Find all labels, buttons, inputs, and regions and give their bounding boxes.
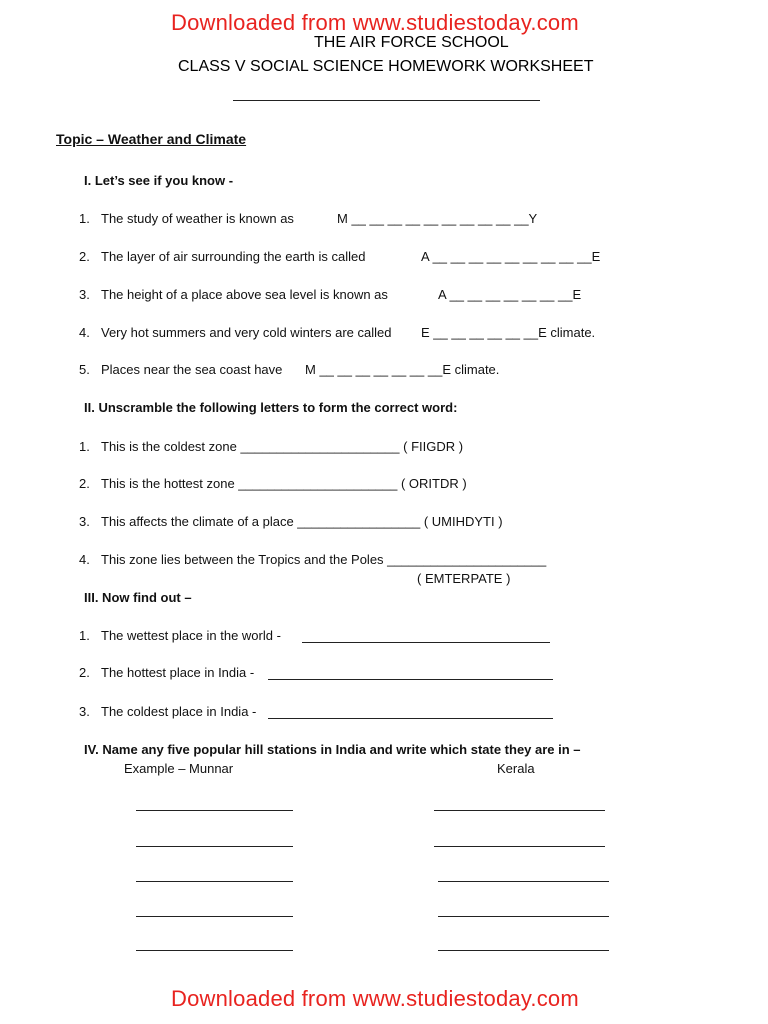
s1-item-1 <box>79 211 294 226</box>
section-2-heading: II. Unscramble the following letters to form the correct word: <box>84 400 458 415</box>
s3-item-3-question: The coldest place in India - <box>101 704 257 719</box>
s1-item-4-answer: E __ __ __ __ __ __E climate. <box>421 325 596 340</box>
s1-item-4 <box>79 325 391 340</box>
s3-item-2-number: 2. <box>79 665 90 680</box>
s3-item-3 <box>79 704 256 719</box>
s1-item-1-number: 1. <box>79 211 90 226</box>
s1-item-5-number: 5. <box>79 362 90 377</box>
s2-item-4-question: This zone lies between the Tropics and the Poles ______________________ <box>101 552 547 567</box>
s1-item-1-answer: M __ __ __ __ __ __ __ __ __ __Y <box>337 211 538 226</box>
hill-station-line-3 <box>136 881 293 882</box>
s2-item-1-number: 1. <box>79 439 90 454</box>
section-3-heading: III. Now find out – <box>84 590 192 605</box>
s2-item-2 <box>79 476 467 491</box>
s1-item-5-answer: M __ __ __ __ __ __ __E climate. <box>305 362 500 377</box>
s2-item-4 <box>79 552 546 567</box>
state-line-2 <box>434 846 605 847</box>
s3-item-1-answer-line <box>302 642 550 643</box>
topic-heading: Topic – Weather and Climate <box>56 131 247 147</box>
s2-item-2-number: 2. <box>79 476 90 491</box>
hill-station-line-1 <box>136 810 293 811</box>
hill-station-line-5 <box>136 950 293 951</box>
s2-item-1-question: This is the coldest zone ______________________ ( FIIGDR ) <box>101 439 464 454</box>
s3-item-1 <box>79 628 281 643</box>
school-name: THE AIR FORCE SCHOOL <box>314 34 509 51</box>
state-line-5 <box>438 950 609 951</box>
section-1-heading: I. Let’s see if you know - <box>84 173 234 188</box>
s2-item-3-number: 3. <box>79 514 90 529</box>
example-hill-station: Example – Munnar <box>124 761 234 776</box>
example-state: Kerala <box>497 761 535 776</box>
s2-item-4-hint: ( EMTERPATE ) <box>417 571 511 586</box>
s1-item-5 <box>79 362 282 377</box>
s1-item-2 <box>79 249 365 264</box>
s3-item-2-question: The hottest place in India - <box>101 665 255 680</box>
state-line-1 <box>434 810 605 811</box>
watermark-top: Downloaded from www.studiestoday.com <box>171 10 579 35</box>
worksheet-title: CLASS V SOCIAL SCIENCE HOMEWORK WORKSHEET <box>178 58 594 75</box>
s1-item-3 <box>79 287 388 302</box>
s3-item-3-number: 3. <box>79 704 90 719</box>
state-line-3 <box>438 881 609 882</box>
s2-item-3 <box>79 514 503 529</box>
s2-item-2-question: This is the hottest zone ______________________ ( ORITDR ) <box>101 476 467 491</box>
s3-item-3-answer-line <box>268 718 553 719</box>
section-4-heading: IV. Name any five popular hill stations in India and write which state they are in – <box>84 742 581 757</box>
hill-station-line-4 <box>136 916 293 917</box>
s3-item-1-number: 1. <box>79 628 90 643</box>
s1-item-5-question: Places near the sea coast have <box>101 362 283 377</box>
s2-item-1 <box>79 439 463 454</box>
s1-item-3-number: 3. <box>79 287 90 302</box>
s3-item-2-answer-line <box>268 679 553 680</box>
s1-item-4-number: 4. <box>79 325 90 340</box>
s1-item-1-question: The study of weather is known as <box>101 211 294 226</box>
s1-item-2-number: 2. <box>79 249 90 264</box>
s1-item-3-answer: A __ __ __ __ __ __ __E <box>438 287 582 302</box>
s2-item-3-question: This affects the climate of a place _________________ ( UMIHDYTI ) <box>101 514 503 529</box>
watermark-bottom: Downloaded from www.studiestoday.com <box>171 986 579 1011</box>
s3-item-2 <box>79 665 254 680</box>
s1-item-3-question: The height of a place above sea level is known as <box>101 287 388 302</box>
s2-item-4-number: 4. <box>79 552 90 567</box>
s3-item-1-question: The wettest place in the world - <box>101 628 281 643</box>
s1-item-2-answer: A __ __ __ __ __ __ __ __ __E <box>421 249 601 264</box>
header-divider <box>233 100 540 101</box>
state-line-4 <box>438 916 609 917</box>
hill-station-line-2 <box>136 846 293 847</box>
s1-item-2-question: The layer of air surrounding the earth is called <box>101 249 366 264</box>
s1-item-4-question: Very hot summers and very cold winters are called <box>101 325 392 340</box>
